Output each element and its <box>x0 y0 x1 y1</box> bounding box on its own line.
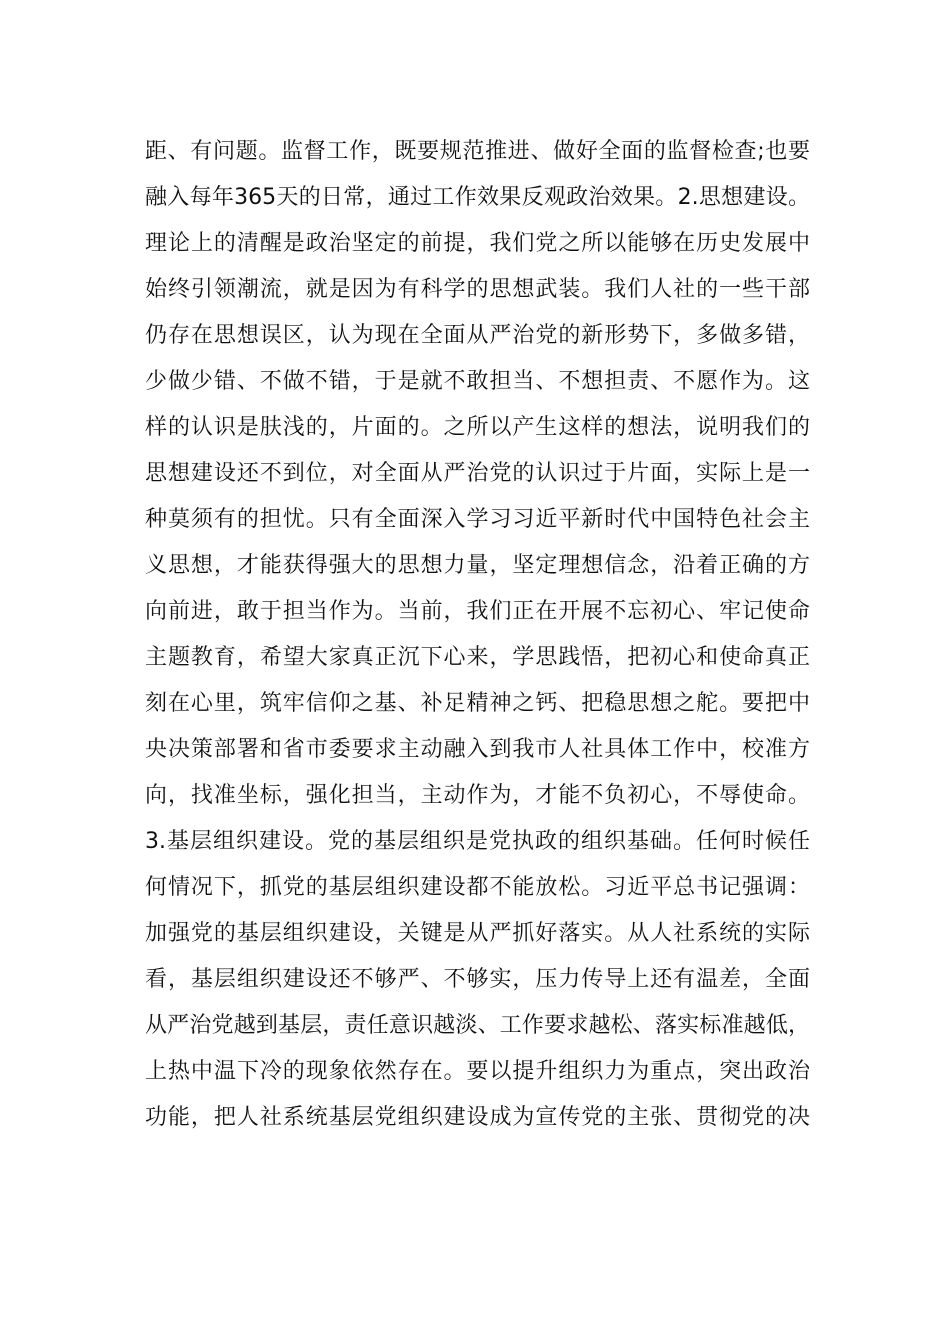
text-line: 种莫须有的担忧。只有全面深入学习习近平新时代中国特色社会主 <box>145 507 810 532</box>
text-line: 思想建设还不到位，对全面从严治党的认识过于片面，实际上是一 <box>145 461 810 486</box>
text-line: 向前进，敢于担当作为。当前，我们正在开展不忘初心、牢记使命 <box>145 599 810 624</box>
text-line: 始终引领潮流，就是因为有科学的思想武装。我们人社的一些干部 <box>145 277 810 302</box>
text-line: 看，基层组织建设还不够严、不够实，压力传导上还有温差，全面 <box>145 967 810 992</box>
text-line: 何情况下，抓党的基层组织建设都不能放松。习近平总书记强调： <box>145 875 810 900</box>
text-line: 功能，把人社系统基层党组织建设成为宣传党的主张、贯彻党的决 <box>145 1105 810 1130</box>
text-line: 理论上的清醒是政治坚定的前提，我们党之所以能够在历史发展中 <box>145 231 810 256</box>
text-line: 距、有问题。监督工作，既要规范推进、做好全面的监督检查;也要 <box>145 139 810 164</box>
text-line: 少做少错、不做不错，于是就不敢担当、不想担责、不愿作为。这 <box>145 369 810 394</box>
text-line: 上热中温下冷的现象依然存在。要以提升组织力为重点，突出政治 <box>145 1059 810 1084</box>
body-text <box>145 129 810 1141</box>
text-line: 刻在心里，筑牢信仰之基、补足精神之钙、把稳思想之舵。要把中 <box>145 691 810 716</box>
text-line: 加强党的基层组织建设，关键是从严抓好落实。从人社系统的实际 <box>145 921 810 946</box>
text-line: 仍存在思想误区，认为现在全面从严治党的新形势下，多做多错， <box>145 323 810 348</box>
text-line: 融入每年365天的日常，通过工作效果反观政治效果。2.思想建设。 <box>145 185 810 210</box>
text-line: 3.基层组织建设。党的基层组织是党执政的组织基础。任何时候任 <box>145 829 810 854</box>
text-line: 主题教育，希望大家真正沉下心来，学思践悟，把初心和使命真正 <box>145 645 810 670</box>
text-line: 样的认识是肤浅的，片面的。之所以产生这样的想法，说明我们的 <box>145 415 810 440</box>
text-line: 央决策部署和省市委要求主动融入到我市人社具体工作中，校准方 <box>145 737 810 762</box>
text-line: 从严治党越到基层，责任意识越淡、工作要求越松、落实标准越低， <box>145 1013 810 1038</box>
text-line: 义思想，才能获得强大的思想力量，坚定理想信念，沿着正确的方 <box>145 553 810 578</box>
text-line: 向，找准坐标，强化担当，主动作为，才能不负初心，不辱使命。 <box>145 783 810 808</box>
